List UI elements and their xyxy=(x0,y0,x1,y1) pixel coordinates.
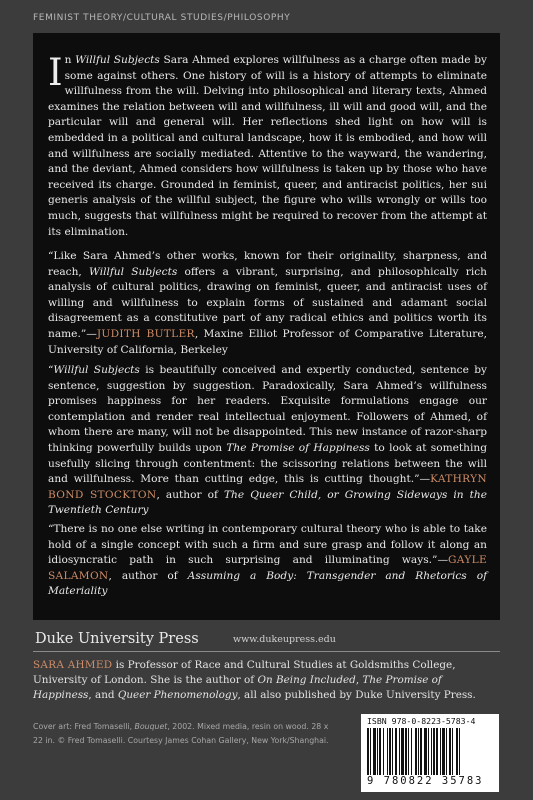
publisher-url: www.dukeupress.edu xyxy=(233,634,336,645)
book-description: In Willful Subjects Sara Ahmed explores willfulness as a charge often made by some against others. One history of will is a history of attempts to eliminate willfulness from the will. Delving into philosophical and literary texts, Ahmed examines the relation between will and willfulness, ill will and good will, and the particular will and general will. Her reflections shed light on how will is embedded in a political and cultural landscape, how it is embodied, and how will and willfulness are socially mediated. Attentive to the wayward, the wandering, and the deviant, Ahmed considers how willfulness is taken up by those who have received its charge. Grounded in feminist, queer, and antiracist politics, her sui generis analysis of the willful subject, the figure who wills wrongly or wills too much, suggests that willfulness might be required to recover from the attempt at its elimination. xyxy=(48,51,487,238)
isbn-label: ISBN 978-0-8223-5783-4 xyxy=(367,716,476,726)
category-header: FEMINIST THEORY/CULTURAL STUDIES/PHILOSOPHY xyxy=(33,13,291,23)
drop-cap: I xyxy=(48,51,63,94)
blurb-author-salamon: GAYLE SALAMON xyxy=(48,554,487,582)
author-name: SARA AHMED xyxy=(33,659,113,671)
author-bio: SARA AHMED is Professor of Race and Cultural Studies at Goldsmiths College, University of London. She is the author of On Being Included, The Promise of Happiness, and Queer Phenomenology, all also published by Duke University Press. xyxy=(33,659,476,702)
blurb-author-stockton: KATHRYN BOND STOCKTON xyxy=(48,473,487,501)
cover-footer xyxy=(33,620,500,800)
blurb-author-butler: JUDITH BUTLER xyxy=(96,327,195,340)
divider xyxy=(33,651,500,652)
publisher-name: Duke University Press xyxy=(35,631,199,647)
back-cover-text-panel xyxy=(33,33,500,620)
barcode-number: 9 780822 35783 xyxy=(367,775,484,787)
book-title: Willful Subjects xyxy=(75,54,160,66)
blurb-salamon: “There is no one else writing in contemporary cultural theory who is able to take hold of a single concept with such a firm and sure grasp and follow it along an idiosyncratic path in such surprising and illuminating ways.”—GAYLE SALAMON, author of Assuming a Body: Transgender and Rhetorics of Materiality xyxy=(48,523,487,598)
blurb-butler: “Like Sara Ahmed’s other works, known for their originality, sharpness, and reach, Willful Subjects offers a vibrant, surprising, and philosophically rich analysis of cultural politics, drawing on feminist, queer, and antiracist uses of willing and willfulness to explain forms of sustained and adamant social disagreement as a constitutive part of any radical ethics and politics worth its name.”—JUDITH BUTLER, Maxine Elliot Professor of Comparative Literature, University of California, Berkeley xyxy=(48,250,487,356)
cover-art-credit: Cover art: Fred Tomaselli, Bouquet, 2002. Mixed media, resin on wood. 28 x 22 in. © Fred Tomaselli. Courtesy James Cohan Gallery, New York/Shanghai. xyxy=(33,722,329,745)
blurb-stockton: “Willful Subjects is beautifully conceived and expertly conducted, sentence by sentence, suggestion by suggestion. Paradoxically, Sara Ahmed’s willfulness promises happiness for her readers. Exquisite formulations engage our contemplation and render real intellectual enjoyment. Followers of Ahmed, of whom there are many, will not be disappointed. This new instance of razor-sharp thinking powerfully builds upon The Promise of Happiness to look at something usefully slicing through contentment: the scissoring relations between the will and willfulness. More than cutting edge, this is cutting thought.”—KATHRYN BOND STOCKTON, author of The Queer Child, or Growing Sideways in the Twentieth Century xyxy=(48,364,487,517)
isbn-barcode xyxy=(361,714,499,792)
barcode-icon xyxy=(367,728,493,775)
